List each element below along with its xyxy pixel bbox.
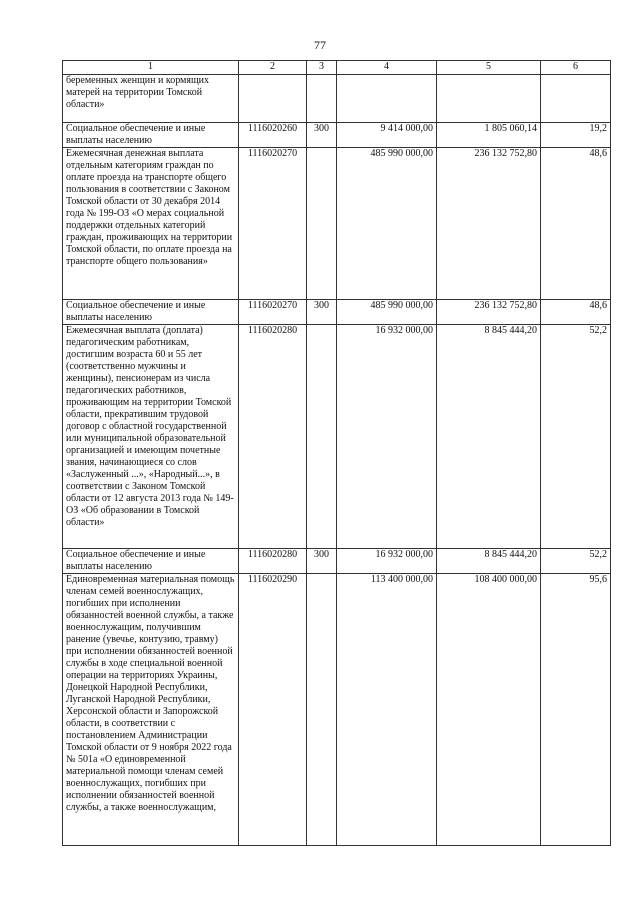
row-code: 1116020270 xyxy=(239,148,307,300)
row-description: Единовременная материальная помощь членам семей военнослужащих, погибших при исполнении обязанностей военной службы, а также военнослужащим, получившим ранение (увечье, контузию, травму) при исполнении обязанностей военной службы в ходе специальной военной операции на территориях Украины, Донецкой Народной Республики, Луганской Народной Республики, Херсонской области и Запорожской области, в соответствии с постановлением Администрации Томской области от 9 ноября 2022 года № 501а «О единовременной материальной помощи членам семей военнослужащих, погибших при исполнении обязанностей военной службы, а также военнослужащим, xyxy=(63,574,239,846)
table-row xyxy=(63,300,611,325)
row-fact-amount: 1 805 060,14 xyxy=(437,123,541,148)
column-header-4: 4 xyxy=(337,61,437,75)
row-plan-amount: 113 400 000,00 xyxy=(337,574,437,846)
row-expense-type: 300 xyxy=(307,123,337,148)
budget-execution-table xyxy=(62,60,611,846)
row-description: Ежемесячная денежная выплата отдельным категориям граждан по оплате проезда на транспорте общего пользования в соответствии с Законом Томской области от 30 декабря 2014 года № 199-ОЗ «О мерах социальной поддержки отдельных категорий граждан, проживающих на территории Томской области, по оплате проезда на транспорте общего пользования» xyxy=(63,148,239,300)
row-expense-type: 300 xyxy=(307,300,337,325)
column-header-1: 1 xyxy=(63,61,239,75)
row-code: 1116020280 xyxy=(239,549,307,574)
row-fact-amount: 108 400 000,00 xyxy=(437,574,541,846)
page-number: 77 xyxy=(314,38,326,52)
column-header-2: 2 xyxy=(239,61,307,75)
row-percent: 19,2 xyxy=(541,123,611,148)
row-code: 1116020270 xyxy=(239,300,307,325)
row-expense-type xyxy=(307,148,337,300)
row-plan-amount: 485 990 000,00 xyxy=(337,300,437,325)
row-plan-amount: 16 932 000,00 xyxy=(337,325,437,549)
row-percent: 52,2 xyxy=(541,549,611,574)
row-percent: 48,6 xyxy=(541,300,611,325)
row-percent: 52,2 xyxy=(541,325,611,549)
row-description: Ежемесячная выплата (доплата) педагогическим работникам, достигшим возраста 60 и 55 лет (соответственно мужчины и женщины), пенсионерам из числа педагогических работников, проживающим на территории Томской области, прекратившим трудовой договор с областной государственной или муниципальной образовательной организацией и имеющим почетные звания, начинающиеся со слов «Заслуженный ...», «Народный...», в соответствии с Законом Томской области от 12 августа 2013 года № 149-ОЗ «Об образовании в Томской области» xyxy=(63,325,239,549)
row-description: Социальное обеспечение и иные выплаты населению xyxy=(63,549,239,574)
row-plan-amount xyxy=(337,75,437,123)
table-row xyxy=(63,574,611,846)
row-expense-type xyxy=(307,75,337,123)
row-expense-type xyxy=(307,325,337,549)
row-percent: 48,6 xyxy=(541,148,611,300)
table-row xyxy=(63,549,611,574)
table-row xyxy=(63,123,611,148)
row-plan-amount: 9 414 000,00 xyxy=(337,123,437,148)
table-row xyxy=(63,75,611,123)
row-description: беременных женщин и кормящих матерей на территории Томской области» xyxy=(63,75,239,123)
row-fact-amount xyxy=(437,75,541,123)
table-row xyxy=(63,148,611,300)
row-expense-type xyxy=(307,574,337,846)
row-description: Социальное обеспечение и иные выплаты населению xyxy=(63,123,239,148)
row-code: 1116020280 xyxy=(239,325,307,549)
row-fact-amount: 236 132 752,80 xyxy=(437,148,541,300)
row-code xyxy=(239,75,307,123)
row-fact-amount: 8 845 444,20 xyxy=(437,325,541,549)
row-code: 1116020260 xyxy=(239,123,307,148)
row-plan-amount: 16 932 000,00 xyxy=(337,549,437,574)
column-number-row xyxy=(63,61,611,75)
row-fact-amount: 8 845 444,20 xyxy=(437,549,541,574)
column-header-3: 3 xyxy=(307,61,337,75)
row-description: Социальное обеспечение и иные выплаты населению xyxy=(63,300,239,325)
table-row xyxy=(63,325,611,549)
column-header-5: 5 xyxy=(437,61,541,75)
row-code: 1116020290 xyxy=(239,574,307,846)
row-plan-amount: 485 990 000,00 xyxy=(337,148,437,300)
column-header-6: 6 xyxy=(541,61,611,75)
row-expense-type: 300 xyxy=(307,549,337,574)
row-percent xyxy=(541,75,611,123)
row-fact-amount: 236 132 752,80 xyxy=(437,300,541,325)
row-percent: 95,6 xyxy=(541,574,611,846)
